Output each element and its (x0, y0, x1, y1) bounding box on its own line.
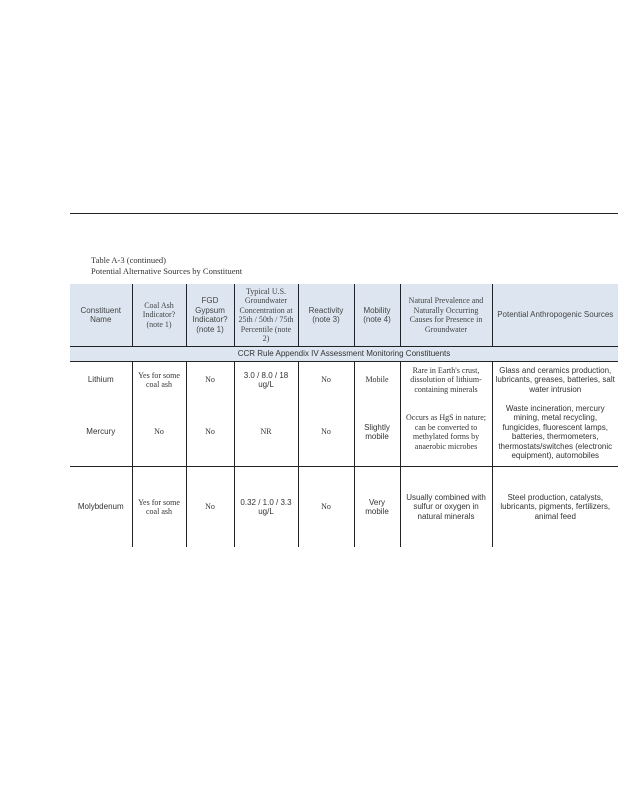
table-row (70, 398, 618, 467)
table-caption-line2: Potential Alternative Sources by Constituent (91, 266, 243, 276)
cell-typical-concentration: 0.32 / 1.0 / 3.3 ug/L (234, 467, 298, 548)
table-row (70, 467, 618, 548)
page-divider-rule (70, 213, 618, 214)
cell-reactivity: No (298, 398, 354, 467)
cell-reactivity: No (298, 467, 354, 548)
alternative-sources-table (70, 284, 618, 547)
table-caption (91, 255, 242, 277)
table-header-row (70, 284, 618, 347)
cell-reactivity: No (298, 362, 354, 399)
cell-coal-ash: Yes for some coal ash (132, 362, 186, 399)
header-coal-ash-indicator: Coal Ash Indicator? (note 1) (132, 284, 186, 347)
cell-coal-ash: Yes for some coal ash (132, 467, 186, 548)
header-anthropogenic-sources: Potential Anthropogenic Sources (492, 284, 618, 347)
section-row (70, 347, 618, 362)
cell-constituent-name: Mercury (70, 398, 132, 467)
section-title: CCR Rule Appendix IV Assessment Monitoring Constituents (70, 347, 618, 362)
cell-typical-concentration: NR (234, 398, 298, 467)
table-caption-line1: Table A-3 (continued) (91, 255, 166, 265)
cell-fgd: No (186, 398, 234, 467)
cell-natural-prevalence: Usually combined with sulfur or oxygen in natural minerals (400, 467, 492, 548)
cell-anthropogenic-sources: Steel production, catalysts, lubricants, pigments, fertilizers, animal feed (500, 492, 611, 521)
cell-natural-prevalence: Occurs as HgS in nature; can be converted to methylated forms by anaerobic microbes (400, 398, 492, 467)
cell-natural-prevalence: Rare in Earth's crust, dissolution of lithium-containing minerals (400, 362, 492, 399)
cell-coal-ash: No (132, 398, 186, 467)
cell-mobility: Mobile (354, 362, 400, 399)
cell-mobility: Very mobile (354, 467, 400, 548)
cell-anthropogenic-sources: Glass and ceramics production, lubricants, greases, batteries, salt water intrusion (495, 365, 615, 394)
cell-mobility: Slightly mobile (354, 398, 400, 467)
header-constituent-name: Constituent Name (70, 284, 132, 347)
header-typical-concentration: Typical U.S. Groundwater Concentration at 25th / 50th / 75th Percentile (note 2) (234, 284, 298, 347)
cell-constituent-name: Lithium (70, 362, 132, 399)
cell-fgd: No (186, 467, 234, 548)
cell-constituent-name: Molybdenum (70, 467, 132, 548)
cell-anthropogenic-sources: Waste incineration, mercury mining, metal recycling, fungicides, fluorescent lamps, batteries, thermometers, thermostats/switches (electronic equipment), automobiles (492, 398, 618, 467)
table-row (70, 362, 618, 399)
header-mobility: Mobility (note 4) (354, 284, 400, 347)
header-reactivity: Reactivity (note 3) (298, 284, 354, 347)
header-natural-prevalence: Natural Prevalence and Naturally Occurring Causes for Presence in Groundwater (400, 284, 492, 347)
cell-fgd: No (186, 362, 234, 399)
header-fgd-gypsum-indicator: FGD Gypsum Indicator? (note 1) (186, 284, 234, 347)
cell-typical-concentration: 3.0 / 8.0 / 18 ug/L (234, 362, 298, 399)
